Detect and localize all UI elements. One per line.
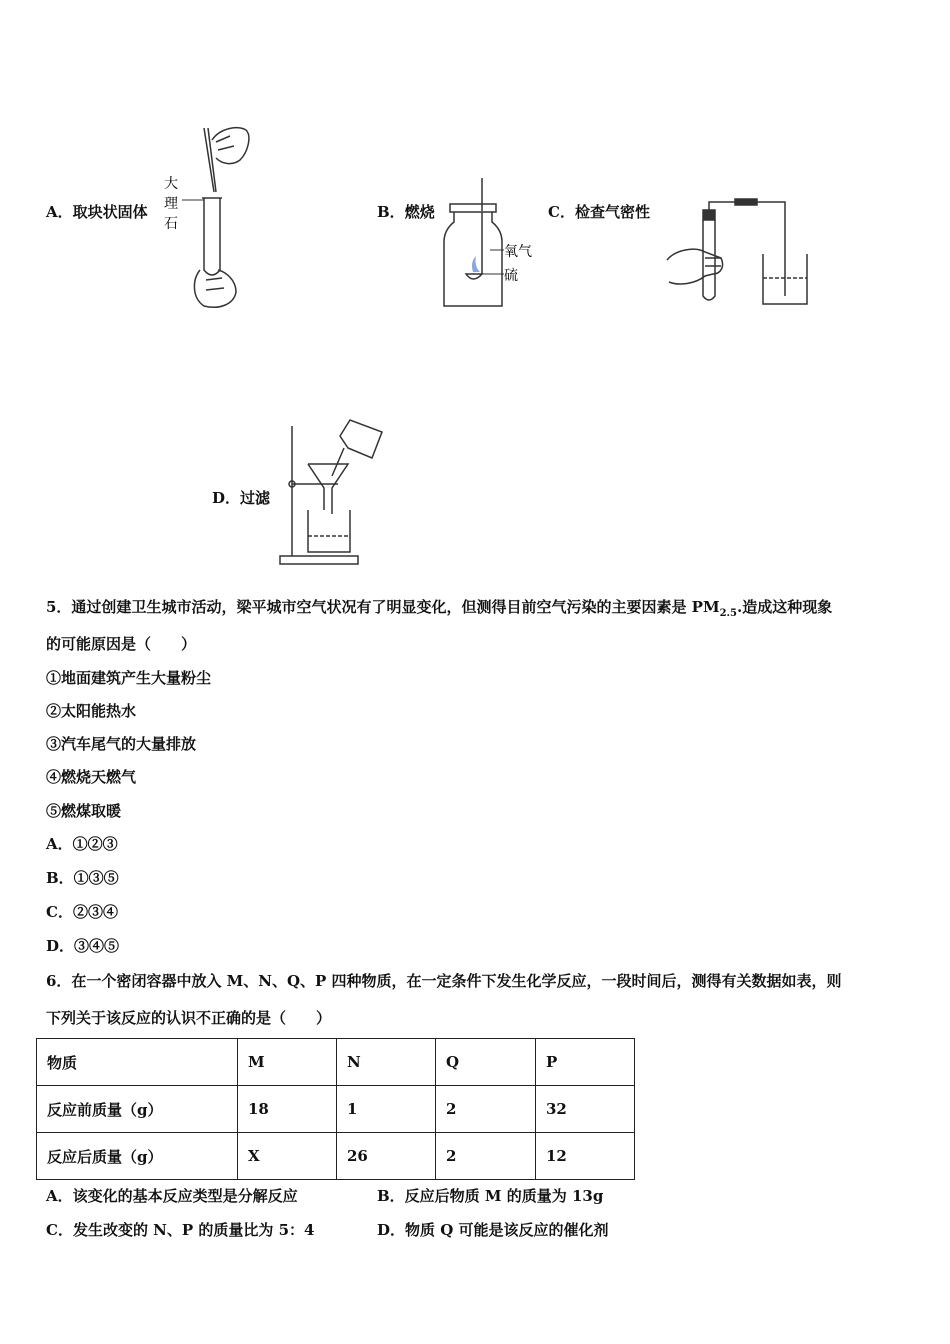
oxygen-label: 氧气 — [504, 244, 532, 260]
table-header-cell: M — [238, 1039, 337, 1086]
figure-sulfur-combustion — [440, 176, 550, 311]
figure-filtration — [278, 418, 388, 568]
table-cell: 2 — [436, 1086, 536, 1133]
q4-option-d: D．过滤 — [212, 489, 271, 507]
q5-stem-line1: 5．通过创建卫生城市活动，梁平城市空气状况有了明显变化，但测得目前空气污染的主要因素是 $PM_{2.5}$.造成这种现象 — [46, 598, 833, 619]
table-cell: 32 — [536, 1086, 635, 1133]
q6-choice-b: B．反应后物质 M 的质量为 13g — [377, 1187, 604, 1205]
table-row — [37, 1086, 635, 1133]
q4-option-a: A．取块状固体 — [46, 203, 148, 221]
table-cell: 12 — [536, 1133, 635, 1180]
q5-choice-d: D．③④⑤ — [46, 937, 120, 955]
table-cell: 1 — [337, 1086, 436, 1133]
table-header-cell: 物质 — [37, 1039, 238, 1086]
q5-item-2: ②太阳能热水 — [46, 702, 137, 720]
sulfur-label: 硫 — [504, 268, 518, 284]
q6-choice-c: C．发生改变的 N、P 的质量比为 5：4 — [46, 1221, 315, 1239]
q6-stem-line1: 6．在一个密闭容器中放入 M、N、Q、P 四种物质，在一定条件下发生化学反应，一段时间后，测得有关数据如表，则 — [46, 972, 842, 990]
q6-stem-line2: 下列关于该反应的认识不正确的是（ ） — [46, 1009, 332, 1027]
marble-label-2: 理 — [164, 196, 178, 212]
q5-item-1: ①地面建筑产生大量粉尘 — [46, 669, 212, 687]
table-row — [37, 1133, 635, 1180]
figure-marble-test-tube — [160, 120, 260, 310]
q5-stem-line2: 的可能原因是（ ） — [46, 635, 197, 653]
q5-item-4: ④燃烧天燃气 — [46, 768, 137, 786]
table-header-cell: N — [337, 1039, 436, 1086]
table-cell: 2 — [436, 1133, 536, 1180]
q6-choice-d: D．物质 Q 可能是该反应的催化剂 — [377, 1221, 609, 1239]
q4-option-b: B．燃烧 — [377, 203, 435, 221]
marble-label-3: 石 — [164, 216, 178, 232]
marble-label-1: 大 — [164, 176, 178, 192]
table-cell: 26 — [337, 1133, 436, 1180]
table-header-row — [37, 1039, 635, 1086]
q5-choice-a: A．①②③ — [46, 835, 118, 853]
q5-choice-c: C．②③④ — [46, 903, 118, 921]
table-cell: X — [238, 1133, 337, 1180]
q6-choice-a: A．该变化的基本反应类型是分解反应 — [46, 1187, 298, 1205]
table-cell: 反应后质量（g） — [37, 1133, 238, 1180]
mass-data-table — [36, 1038, 635, 1180]
table-cell: 18 — [238, 1086, 337, 1133]
figure-airtightness-check — [665, 196, 815, 311]
table-header-cell: Q — [436, 1039, 536, 1086]
table-header-cell: P — [536, 1039, 635, 1086]
q4-option-c: C．检查气密性 — [548, 203, 650, 221]
table-cell: 反应前质量（g） — [37, 1086, 238, 1133]
q5-choice-b: B．①③⑤ — [46, 869, 119, 887]
q5-item-5: ⑤燃煤取暖 — [46, 802, 122, 820]
q5-item-3: ③汽车尾气的大量排放 — [46, 735, 197, 753]
